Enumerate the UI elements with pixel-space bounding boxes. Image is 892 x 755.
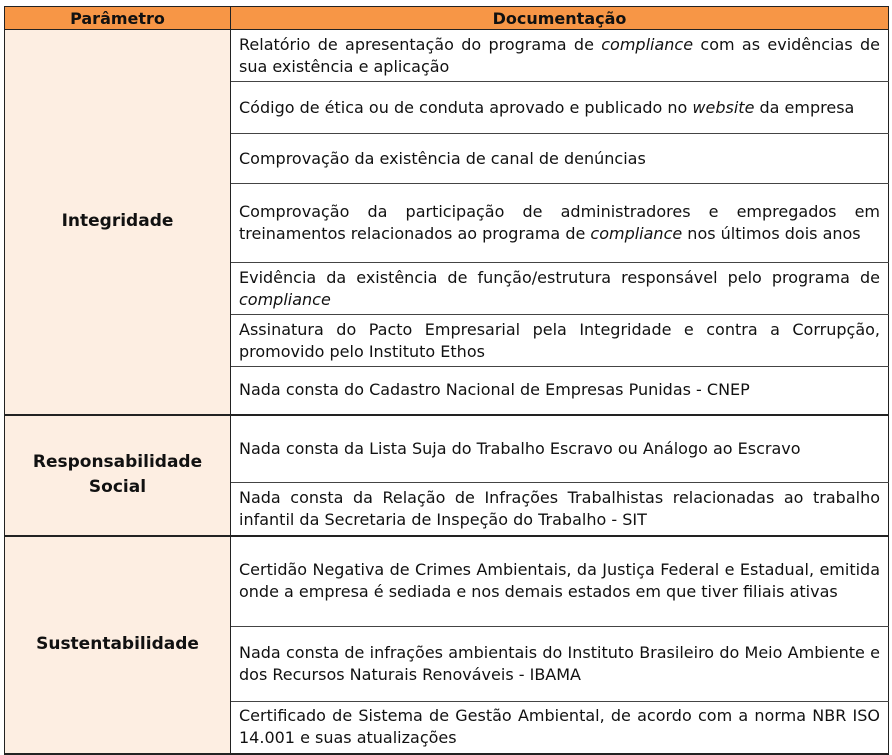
header-row [5,7,889,30]
header-parameter: Parâmetro [5,7,231,30]
doc-cell: Certidão Negativa de Crimes Ambientais, da Justiça Federal e Estadual, emitida onde a empresa é sediada e nos demais estados em que tiver filiais ativas [231,536,889,627]
documentation-table [4,6,889,755]
doc-cell: Comprovação da participação de administradores e empregados em treinamentos relacionados ao programa de compliance nos últimos dois anos [231,184,889,263]
doc-cell: Nada consta do Cadastro Nacional de Empresas Punidas - CNEP [231,367,889,415]
table-row [5,415,889,483]
doc-cell: Código de ética ou de conduta aprovado e publicado no website da empresa [231,82,889,134]
doc-cell: Certificado de Sistema de Gestão Ambiental, de acordo com a norma NBR ISO 14.001 e suas atualizações [231,702,889,754]
doc-cell: Nada consta da Lista Suja do Trabalho Escravo ou Análogo ao Escravo [231,415,889,483]
doc-cell: Nada consta da Relação de Infrações Trabalhistas relacionadas ao trabalho infantil da Secretaria de Inspeção do Trabalho - SIT [231,483,889,536]
doc-cell: Comprovação da existência de canal de denúncias [231,134,889,184]
header-documentation: Documentação [231,7,889,30]
parameter-responsabilidade-social: Responsabilidade Social [5,415,231,536]
doc-cell: Relatório de apresentação do programa de compliance com as evidências de sua existência e aplicação [231,30,889,82]
parameter-integridade: Integridade [5,30,231,415]
parameter-sustentabilidade: Sustentabilidade [5,536,231,754]
doc-cell: Evidência da existência de função/estrutura responsável pelo programa de compliance [231,263,889,315]
table-row [5,30,889,82]
doc-cell: Assinatura do Pacto Empresarial pela Integridade e contra a Corrupção, promovido pelo Instituto Ethos [231,315,889,367]
table-row [5,536,889,627]
doc-cell: Nada consta de infrações ambientais do Instituto Brasileiro do Meio Ambiente e dos Recursos Naturais Renováveis - IBAMA [231,627,889,702]
